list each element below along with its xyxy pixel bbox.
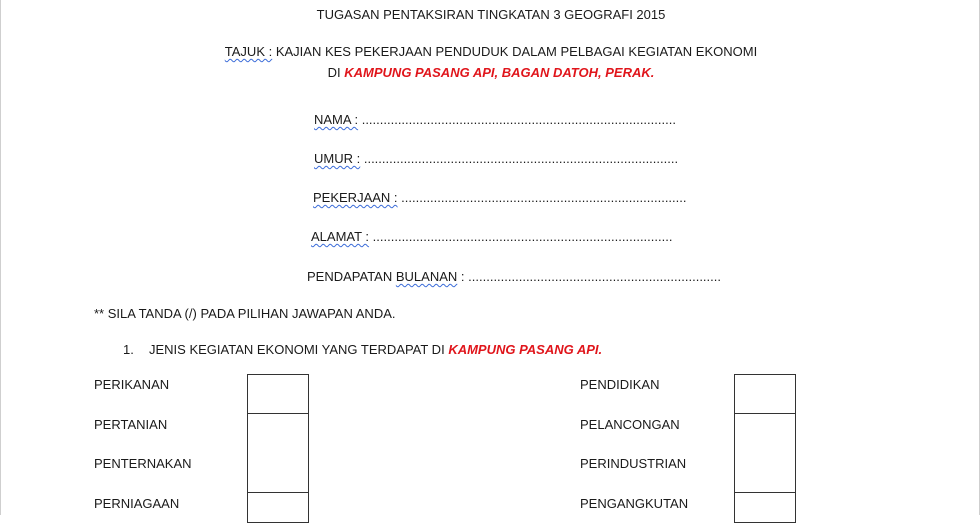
document-title: TUGASAN PENTAKSIRAN TINGKATAN 3 GEOGRAFI 2015 xyxy=(316,7,666,22)
location-line xyxy=(1,65,980,81)
field-pendapatan-dots: ...................................................................... xyxy=(468,269,721,284)
checkbox-pelancongan[interactable] xyxy=(734,414,796,454)
checkbox-penternakan[interactable] xyxy=(247,453,309,493)
field-nama-label: NAMA : xyxy=(314,112,359,127)
tajuk-label: TAJUK : xyxy=(224,44,273,59)
question-highlight: KAMPUNG PASANG API. xyxy=(448,342,603,357)
checkbox-pengangkutan[interactable] xyxy=(734,493,796,523)
tajuk-text: KAJIAN KES PEKERJAAN PENDUDUK DALAM PELBAGAI KEGIATAN EKONOMI xyxy=(275,44,758,59)
field-umur-label: UMUR : xyxy=(314,151,361,166)
field-bulanan-label: BULANAN xyxy=(395,269,458,284)
field-pekerjaan-dots: ............................................................................... xyxy=(401,190,687,205)
checkbox-perniagaan[interactable] xyxy=(247,493,309,523)
option-label-pertanian: PERTANIAN xyxy=(94,417,168,432)
checkbox-pertanian[interactable] xyxy=(247,414,309,454)
checkbox-pendidikan[interactable] xyxy=(734,374,796,414)
field-alamat-dots: ................................................................................... xyxy=(372,229,673,244)
field-umur-dots: ....................................................................................... xyxy=(363,151,679,166)
question-number: 1. xyxy=(123,342,134,357)
field-pendapatan-colon: : xyxy=(457,269,465,284)
location-text: KAMPUNG PASANG API, BAGAN DATOH, PERAK. xyxy=(344,65,655,80)
field-umur[interactable] xyxy=(314,151,678,167)
option-label-perikanan: PERIKANAN xyxy=(94,377,170,392)
field-nama[interactable] xyxy=(314,112,676,128)
instruction-text: ** SILA TANDA (/) PADA PILIHAN JAWAPAN ANDA. xyxy=(94,306,396,321)
checkbox-perikanan[interactable] xyxy=(247,374,309,414)
option-label-pelancongan: PELANCONGAN xyxy=(580,417,680,432)
option-label-perniagaan: PERNIAGAAN xyxy=(94,496,180,511)
location-prefix: DI xyxy=(327,65,341,80)
checkbox-perindustrian[interactable] xyxy=(734,453,796,493)
field-nama-dots: ....................................................................................... xyxy=(361,112,676,127)
field-pekerjaan-label: PEKERJAAN : xyxy=(313,190,398,205)
question-1 xyxy=(123,342,602,358)
field-pendapatan-label: PENDAPATAN xyxy=(307,269,393,284)
option-label-pengangkutan: PENGANGKUTAN xyxy=(580,496,689,511)
option-label-penternakan: PENTERNAKAN xyxy=(94,456,192,471)
field-pekerjaan[interactable] xyxy=(313,190,687,206)
question-text: JENIS KEGIATAN EKONOMI YANG TERDAPAT DI xyxy=(149,342,445,357)
option-label-pendidikan: PENDIDIKAN xyxy=(580,377,660,392)
field-alamat-label: ALAMAT : xyxy=(311,229,370,244)
field-pendapatan-bulanan[interactable] xyxy=(307,269,721,285)
field-alamat[interactable] xyxy=(311,229,672,245)
tajuk-line xyxy=(1,44,980,60)
option-label-perindustrian: PERINDUSTRIAN xyxy=(580,456,687,471)
